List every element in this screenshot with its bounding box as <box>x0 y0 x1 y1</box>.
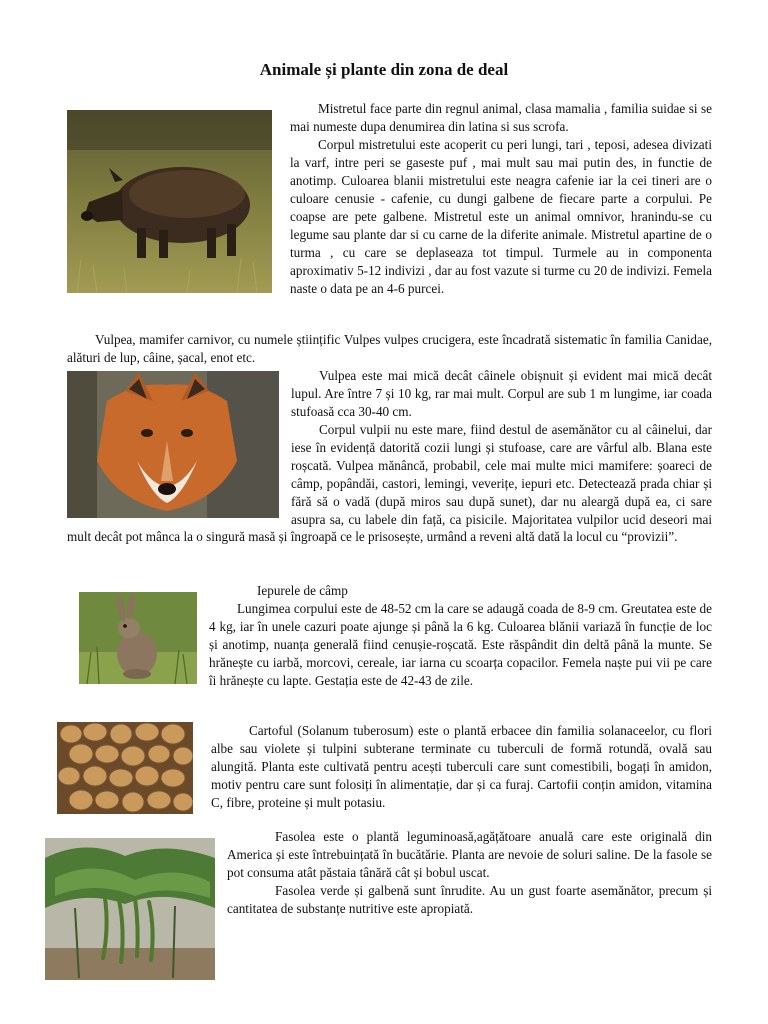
bean-paragraph-1: Fasolea este o plantă leguminoasă,agățătoare anuală care este originală din America și este întrebuințată în bucătărie. Planta are nevoie de soluri saline. De la fasole se pot consuma atât păstaia tânără cât și bobul uscat. <box>227 829 712 880</box>
bean-photo <box>45 838 215 980</box>
fox-section <box>67 331 712 546</box>
hare-heading: Iepurele de câmp <box>257 583 348 598</box>
potato-paragraph-1: Cartoful (Solanum tuberosum) este o plantă erbacee din familia solanaceelor, cu flori albe sau violete și tulpini subterane terminate cu tuberculi de formă rotundă, ovală sau alungită. Planta este cultivată pentru acești tuberculi care sunt comestibili, bogați în amidon, motiv pentru care sunt folosiți în alimentație, dar și ca furaj. Cartofii conțin amidon, vitamina C, fibre, proteine și mult potasiu. <box>211 723 712 810</box>
bean-section <box>45 828 712 980</box>
boar-photo <box>67 110 272 293</box>
fox-photo <box>67 371 279 518</box>
fox-paragraph-3: Corpul vulpii nu este mare, fiind destul de asemănător cu al câinelui, dar iese în evidență datorită cozii lungi și stufoase, care are vârful alb. Blana este roșcată. Vulpea mănâncă, probabil, cele mai multe mici mamifere: șoareci de câmp, popândăi, castori, lemingi, veverițe, iepuri etc. Detectează prada chiar și fără să o vadă (după miros sau după sunet), dar nu aleargă după ea, ci sare asupra sa, cu labele din față, ca pisicile. Majoritatea vulpilor ucid deseori mai mult decât pot mânca la o singură masă și îngroapă ce le prisosește, urmând a reveni altă dată la locul cu “provizii”. <box>67 421 712 545</box>
potato-photo <box>57 722 193 814</box>
boar-paragraph-1: Mistretul face parte din regnul animal, clasa mamalia , familia suidae si se mai numeste dupa denumirea din latina si sus scrofa. <box>290 101 712 134</box>
hare-photo <box>79 592 197 684</box>
hare-paragraph-1: Lungimea corpului este de 48-52 cm la care se adaugă coada de 8-9 cm. Greutatea este de 4 kg, iar în unele cazuri poate ajunge și până la 6 kg. Culoarea blănii variază în funcție de loc și anotimp, nuanța generală fiind cenușie-roșcată. Este răspândit din deltă până la munte. Se hrănește cu iarbă, morcovi, cereale, iar iarna cu scoarța copacilor. Femela naște pui vii pe care îi hrănește cu lapte. Gestația este de 42-43 de zile. <box>209 600 712 688</box>
boar-paragraph-2: Corpul mistretului este acoperit cu peri lungi, tari , teposi, adesea divizati la varf, intre peri se gaseste puf , mai mult sau mai putin des, in functie de anotimp. Culoarea blanii mistretului este neagra cafenie iar la cei tineri are o culoare cenusie - cafenie, cu dungi galbene de fiecare parte a corpului. Pe coapse are pete galbene. Mistretul este un animal omnivor, hranindu-se cu legume sau plante dar si cu carne de la diferite animale. Mistretul apartine de o turma , cu care se deplaseaza tot timpul. Turmele au in componenta aproximativ 5-12 indivizi , dar au fost vazute si turme cu 20 de indivizi. Femela naste o data pe an 4-6 purcei. <box>290 136 712 296</box>
fox-paragraph-2: Vulpea este mai mică decât câinele obișnuit și evident mai mică decât lupul. Are între 7 și 10 kg, rar mai mult. Corpul are sub 1 m lungime, iar coada stufoasă cca 30-40 cm. <box>291 367 712 419</box>
boar-section <box>67 100 712 297</box>
page-title: Animale și plante din zona de deal <box>259 60 509 79</box>
hare-section <box>67 582 712 690</box>
potato-section <box>57 722 712 814</box>
fox-paragraph-1: Vulpea, mamifer carnivor, cu numele științific Vulpes vulpes crucigera, este încadrată sistematic în familia Canidae, alături de lup, câine, șacal, enot etc. <box>67 332 712 365</box>
bean-paragraph-2: Fasolea verde și galbenă sunt înrudite. Au un gust foarte asemănător, precum și cantitatea de substanțe nutritive este apropiată. <box>227 882 712 916</box>
